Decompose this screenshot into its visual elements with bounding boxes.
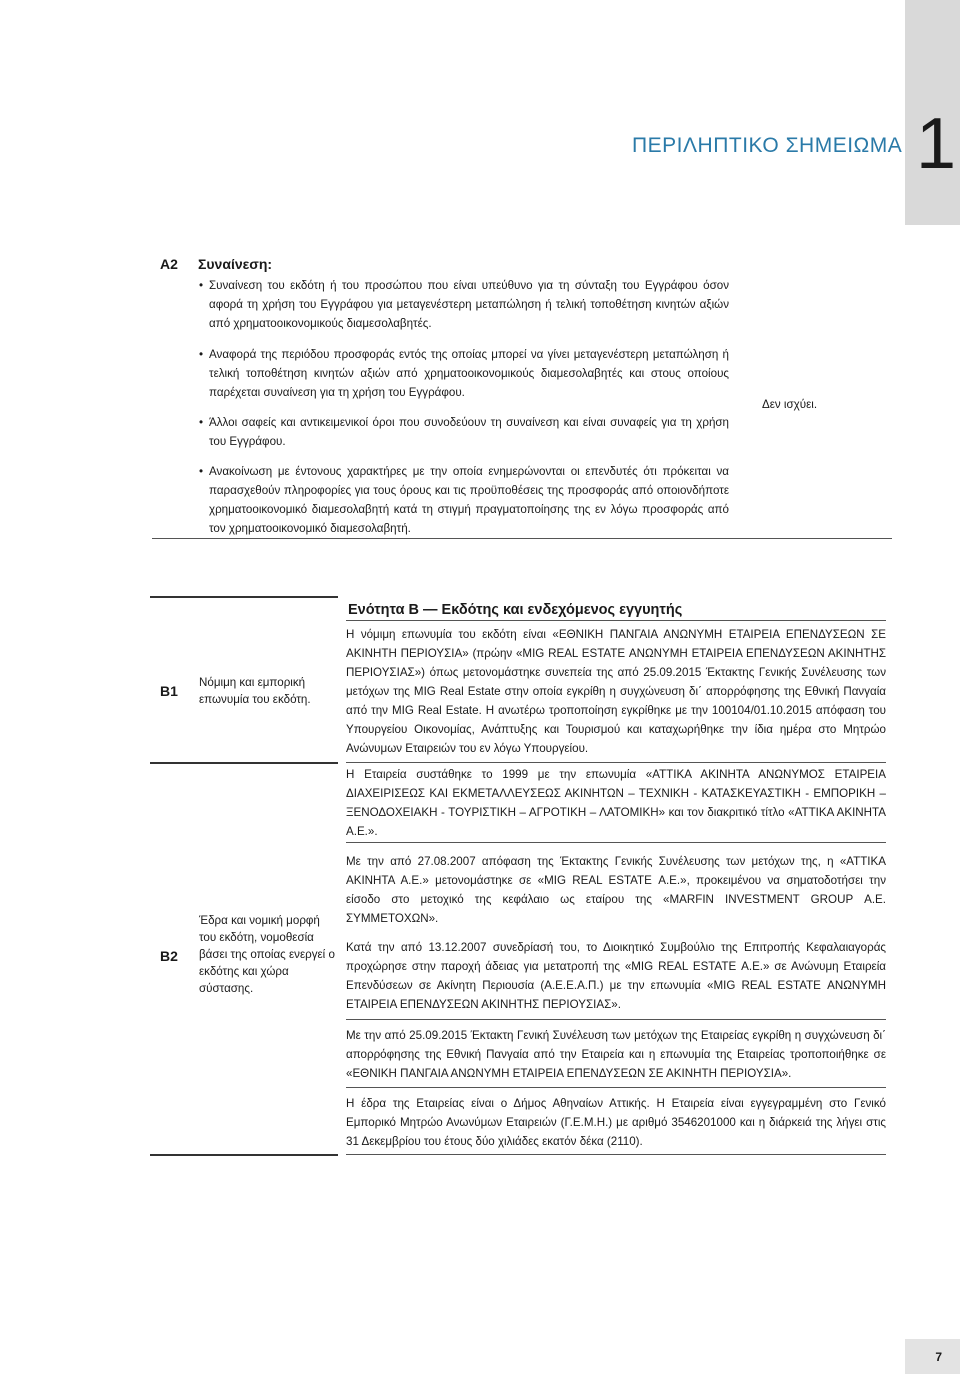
a2-bullet: • Αναφορά της περιόδου προσφοράς εντός της οποίας μπορεί να γίνει μεταγενέστερη μεταπώληση ή τελική τοποθέτηση κινητών αξιών από χρηματοοικονομικούς διαμεσολαβητές και στους οποίους παρέχεται συναίνεση για τη χρήση του Εγγράφου. [199, 345, 729, 402]
a2-title: Συναίνεση: [198, 256, 273, 272]
b1-label: Β1 [160, 683, 178, 699]
b1-description: Νόμιμη και εμπορική επωνυμία του εκδότη. [199, 676, 311, 706]
a2-label: Α2 [160, 256, 178, 272]
bullet-icon: • [199, 279, 204, 292]
divider [150, 762, 338, 764]
b2-description: Έδρα και νομική μορφή του εκδότη, νομοθεσία βάσει της οποίας ενεργεί ο εκδότης και χώρα σύστασης. [199, 914, 335, 995]
divider [150, 596, 338, 598]
b1-text: Η νόμιμη επωνυμία του εκδότη είναι «ΕΘΝΙΚΗ ΠΑΝΓΑΙΑ ΑΝΩΝΥΜΗ ΕΤΑΙΡΕΙΑ ΕΠΕΝΔΥΣΕΩΝ ΣΕ ΑΚΙΝΗΤΗ ΠΕΡΙΟΥΣΙΑ» (πρώην «MIG REAL ESTATE ΑΝΩΝΥΜΗ ΕΤΑΙΡΕΙΑ ΕΠΕΝΔΥΣΕΩΝ ΑΚΙΝΗΤΗΣ ΠΕΡΙΟΥΣΙΑΣ») όπως μετονομάστηκε συνεπεία της από 25.09.2015 Έκτακτης Γενικής Συνέλευσης των μετόχων της MIG Real Estate στην οποία εγκρίθη η συγχώνευση δι΄ απορρόφησης της Εθνική Πανγαία από την MIG Real Estate. Η ανωτέρω τροποποίηση εγκρίθηκε με την 100104/01.10.2015 απόφαση του Υπουργείου Οικονομίας, Ανάπτυξης και Τουρισμού και καταχωρήθηκε την ίδια ημέρα στο Μητρώο Ανώνυμων Εταιρειών του εν λόγω Υπουργείου. [346, 628, 886, 755]
divider [346, 842, 886, 843]
divider [150, 1154, 338, 1156]
a2-value: Δεν ισχύει. [762, 398, 818, 411]
divider [346, 1154, 886, 1155]
b2-paragraph: Κατά την από 13.12.2007 συνεδρίασή του, το Διοικητικό Συμβούλιο της Επιτροπής Κεφαλαιαγοράς προχώρησε στην παροχή άδειας για μετατροπή της «MIG REAL ESTATE Α.Ε.» σε Ανώνυμη Εταιρεία Επενδύσεων σε Ακίνητη Περιουσία (Α.Ε.Ε.Α.Π.) με την επωνυμία «MIG REAL ESTATE ΑΝΩΝΥΜΗ ΕΤΑΙΡΕΙΑ ΕΠΕΝΔΥΣΕΩΝ ΑΚΙΝΗΤΗΣ ΠΕΡΙΟΥΣΙΑΣ». [346, 941, 886, 1011]
b2-label: Β2 [160, 948, 178, 964]
divider [346, 1019, 886, 1020]
b2-paragraph: Η έδρα της Εταιρείας είναι ο Δήμος Αθηναίων Αττικής. Η Εταιρεία είναι εγγεγραμμένη στο Γενικό Εμπορικό Μητρώο Ανωνύμων Εταιρειών (Γ.Ε.Μ.Η.) με αριθμό 3546201000 και η διάρκειά της λήγει στις 31 Δεκεμβρίου του έτους δύο χιλιάδες εκατόν δέκα (2110). [346, 1097, 886, 1148]
divider [346, 620, 886, 621]
b2-paragraph: Με την από 25.09.2015 Έκτακτη Γενική Συνέλευση των μετόχων της Εταιρείας εγκρίθη η συγχώνευση δι΄ απορρόφησης της Εθνική Πανγαία από την Εταιρεία και η επωνυμία της Εταιρείας τροποποιήθηκε σε «ΕΘΝΙΚΗ ΠΑΝΓΑΙΑ ΑΝΩΝΥΜΗ ΕΤΑΙΡΕΙΑ ΕΠΕΝΔΥΣΕΩΝ ΣΕ ΑΚΙΝΗΤΗ ΠΕΡΙΟΥΣΙΑ». [346, 1029, 886, 1080]
b2-paragraph: Η Εταιρεία συστάθηκε το 1999 με την επωνυμία «ΑΤΤΙΚΑ ΑΚΙΝΗΤΑ ΑΝΩΝΥΜΟΣ ΕΤΑΙΡΕΙΑ ΔΙΑΧΕΙΡΙΣΕΩΣ ΚΑΙ ΕΚΜΕΤΑΛΛΕΥΣΕΩΣ ΑΚΙΝΗΤΩΝ – ΤΕΧΝΙΚΗ - ΚΑΤΑΣΚΕΥΑΣΤΙΚΗ - ΕΜΠΟΡΙΚΗ – ΞΕΝΟΔΟΧΕΙΑΚΗ - ΤΟΥΡΙΣΤΙΚΗ – ΑΓΡΟΤΙΚΗ – ΛΑΤΟΜΙΚΗ» και τον διακριτικό τίτλο «ΑΤΤΙΚΑ ΑΚΙΝΗΤΑ Α.Ε.». [346, 768, 886, 838]
a2-bullets [199, 276, 729, 549]
b2-paragraph: Με την από 27.08.2007 απόφαση της Έκτακτης Γενικής Συνέλευσης των μετόχων της, η «ΑΤΤΙΚΑ ΑΚΙΝΗΤΑ Α.Ε.» μετονομάστηκε σε «MIG REAL ESTATE Α.Ε.», προκειμένου να σηματοδοτήσει την είσοδο στο μετοχικό της κεφάλαιο ως εταίρου της «MARFIN INVESTMENT GROUP Α.Ε. ΣΥΜΜΕΤΟΧΩΝ». [346, 855, 886, 925]
bullet-icon: • [199, 465, 204, 478]
divider [346, 762, 886, 763]
a2-bullet: • Άλλοι σαφείς και αντικειμενικοί όροι που συνοδεύουν τη συναίνεση και είναι συναφείς για τη χρήση του Εγγράφου. [199, 413, 729, 451]
bullet-icon: • [199, 416, 204, 429]
section-title: ΠΕΡΙΛΗΠΤΙΚΟ ΣΗΜΕΙΩΜΑ [632, 134, 903, 157]
a2-bullet: • Ανακοίνωση με έντονους χαρακτήρες με την οποία ενημερώνονται οι επενδυτές ότι πρόκειται να παρασχεθούν πληροφορίες για τους όρους και τις προϋποθέσεις της προσφοράς από οποιονδήποτε χρηματοοικονομικό διαμεσολαβητή κατά τη στιγμή πραγματοποίησης της εν λόγω προσφοράς από τον χρηματοοικονομικό διαμεσολαβητή. [199, 462, 729, 538]
divider [152, 538, 892, 539]
page-number: 7 [935, 1350, 942, 1364]
bullet-icon: • [199, 348, 204, 361]
page-number-box [905, 1339, 960, 1374]
divider [346, 1087, 886, 1088]
section-b-title: Ενότητα Β — Εκδότης και ενδεχόμενος εγγυητής [348, 602, 683, 618]
chapter-number: 1 [915, 104, 956, 184]
a2-bullet: • Συναίνεση του εκδότη ή του προσώπου που είναι υπεύθυνο για τη σύνταξη του Εγγράφου όσον αφορά τη χρήση του Εγγράφου για μεταγενέστερη μεταπώληση ή τελική τοποθέτηση κινητών αξιών από χρηματοοικονομικούς διαμεσολαβητές. [199, 276, 729, 333]
